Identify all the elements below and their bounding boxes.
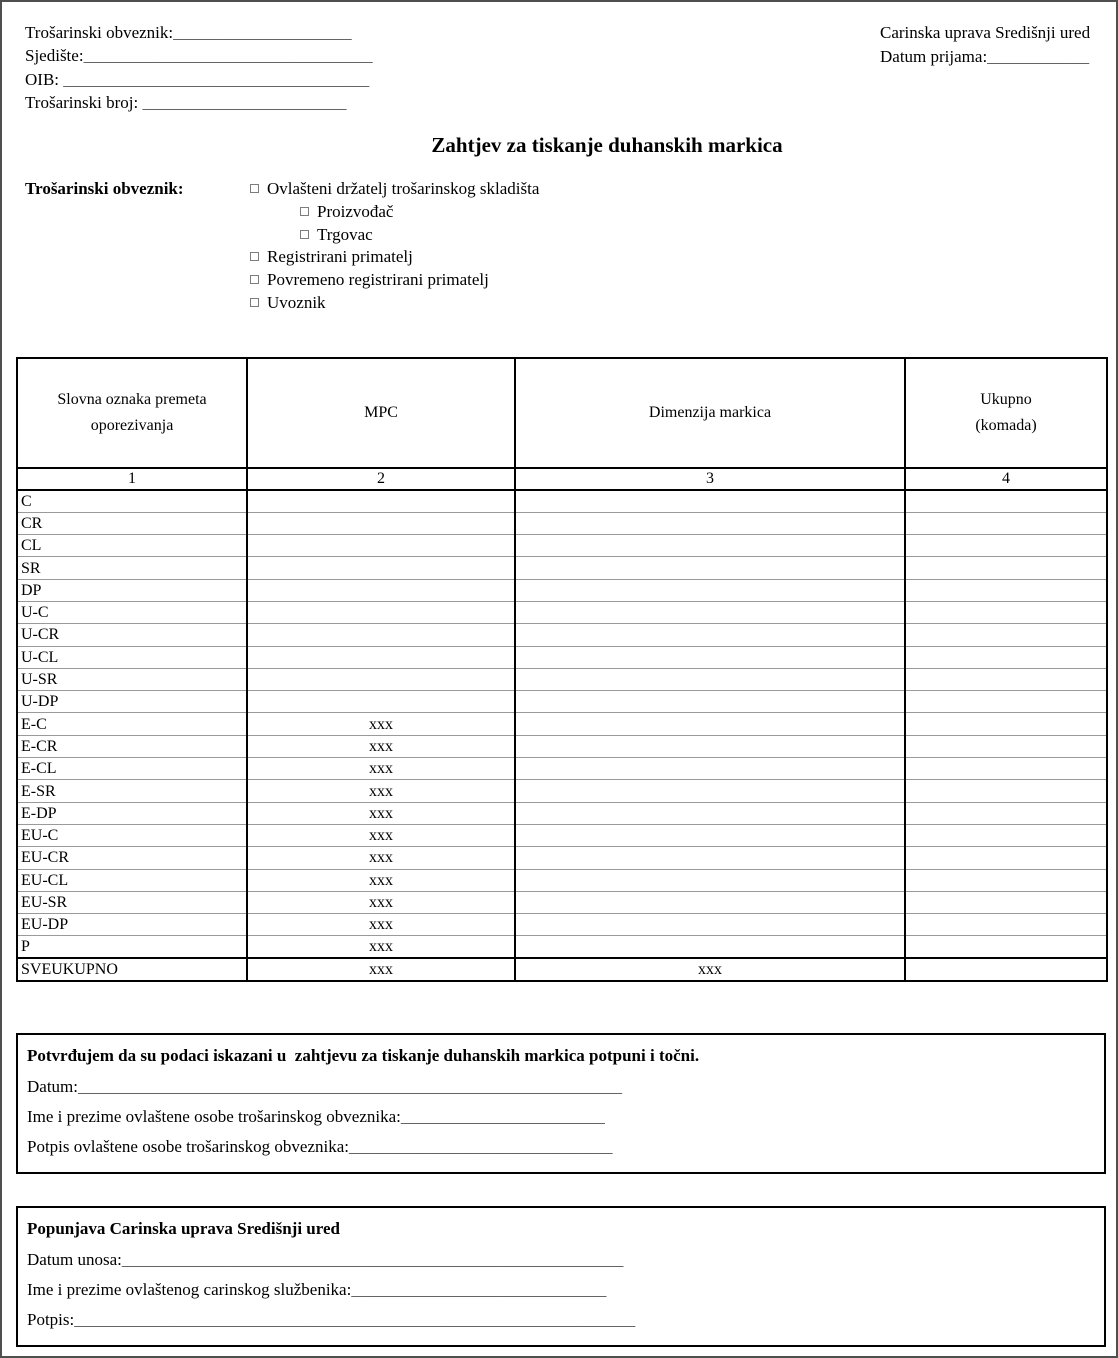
column-header-code: Slovna oznaka premeta oporezivanja [17, 358, 247, 468]
column-header-dimension: Dimenzija markica [515, 358, 905, 468]
field-label: OIB: [25, 69, 59, 89]
cell-dimension [515, 914, 905, 936]
cell-code: P [17, 936, 247, 958]
cell-dimension [515, 936, 905, 958]
blank-line: __________________________________________________________________ [74, 1310, 636, 1329]
taxpayer-label: Trošarinski obveznik: [25, 179, 184, 198]
cell-code: U-C [17, 601, 247, 623]
cell-total [905, 958, 1107, 981]
header-field [25, 68, 373, 91]
table-row [17, 735, 1107, 757]
cell-code: EU-DP [17, 914, 247, 936]
taxpayer-option [250, 269, 539, 292]
cell-code: U-SR [17, 668, 247, 690]
table-header-row [17, 358, 1107, 468]
cell-dimension [515, 557, 905, 579]
cell-code: SVEUKUPNO [17, 958, 247, 981]
cell-mpc [247, 535, 515, 557]
cell-dimension [515, 490, 905, 512]
cell-dimension [515, 691, 905, 713]
cell-code: U-CR [17, 624, 247, 646]
column-header-mpc: MPC [247, 358, 515, 468]
column-number-row [17, 468, 1107, 490]
table-row [17, 936, 1107, 958]
table-row [17, 624, 1107, 646]
cell-total [905, 691, 1107, 713]
table-row [17, 490, 1107, 512]
blank-line: _____________________ [173, 23, 352, 42]
field-label: Ime i prezime ovlaštenog carinskog službenika: [27, 1280, 352, 1299]
blank-line: ___________________________________________________________ [121, 1250, 624, 1269]
cell-code: E-SR [17, 780, 247, 802]
customs-box-title: Popunjava Carinska uprava Središnji ured [27, 1219, 340, 1238]
cell-mpc: xxx [247, 914, 515, 936]
table-row [17, 958, 1107, 981]
blank-line: _______________________________ [349, 1137, 613, 1156]
confirmation-fields [27, 1075, 1095, 1158]
date-received-field [880, 45, 1090, 69]
checkbox-icon[interactable] [250, 298, 259, 307]
cell-mpc: xxx [247, 936, 515, 958]
cell-dimension [515, 535, 905, 557]
cell-total [905, 557, 1107, 579]
column-number: 3 [515, 468, 905, 490]
cell-total [905, 869, 1107, 891]
table-row [17, 601, 1107, 623]
cell-mpc: xxx [247, 802, 515, 824]
cell-total [905, 579, 1107, 601]
table-row [17, 512, 1107, 534]
column-number: 4 [905, 468, 1107, 490]
cell-dimension [515, 512, 905, 534]
field-label: Ime i prezime ovlaštene osobe trošarinskog obveznika: [27, 1107, 401, 1126]
field-label: Potpis ovlaštene osobe trošarinskog obveznika: [27, 1137, 350, 1156]
table-row [17, 691, 1107, 713]
cell-code: EU-SR [17, 891, 247, 913]
customs-box [16, 1206, 1106, 1347]
form-field [27, 1105, 1095, 1128]
blank-line: ________________________ [400, 1107, 605, 1126]
taxpayer-section [25, 178, 539, 315]
cell-total [905, 535, 1107, 557]
cell-mpc: xxx [247, 891, 515, 913]
table-row [17, 824, 1107, 846]
option-label: Uvoznik [267, 292, 326, 312]
form-field [27, 1075, 1095, 1098]
cell-total [905, 891, 1107, 913]
header-field [25, 44, 373, 67]
blank-line: ________________________________________________________________ [78, 1077, 622, 1096]
form-field [27, 1248, 1095, 1271]
cell-total [905, 624, 1107, 646]
field-label: Potpis: [27, 1310, 75, 1329]
option-label: Proizvođač [317, 201, 394, 221]
checkbox-icon[interactable] [300, 230, 309, 239]
office-name: Carinska uprava Središnji ured [880, 23, 1091, 42]
cell-total [905, 512, 1107, 534]
taxpayer-options [250, 178, 539, 315]
cell-code: E-CR [17, 735, 247, 757]
option-label: Ovlašteni držatelj trošarinskog skladišta [267, 179, 540, 198]
cell-total [905, 824, 1107, 846]
cell-mpc [247, 668, 515, 690]
cell-code: E-CL [17, 758, 247, 780]
cell-mpc [247, 490, 515, 512]
cell-total [905, 914, 1107, 936]
cell-mpc: xxx [247, 847, 515, 869]
cell-dimension [515, 713, 905, 735]
cell-code: U-DP [17, 691, 247, 713]
cell-total [905, 758, 1107, 780]
cell-mpc [247, 624, 515, 646]
table-row [17, 557, 1107, 579]
customs-fields [27, 1248, 1095, 1331]
cell-code: CL [17, 535, 247, 557]
cell-mpc: xxx [247, 758, 515, 780]
blank-line: __________________________________ [83, 46, 373, 66]
cell-mpc: xxx [247, 958, 515, 981]
field-label: Datum: [27, 1077, 78, 1096]
cell-dimension [515, 624, 905, 646]
cell-total [905, 847, 1107, 869]
cell-total [905, 735, 1107, 757]
column-number: 1 [17, 468, 247, 490]
field-label: Sjedište: [25, 46, 84, 66]
taxpayer-option [300, 224, 539, 247]
blank-line: ________________________ [138, 93, 347, 113]
table-row [17, 847, 1107, 869]
cell-code: DP [17, 579, 247, 601]
cell-dimension [515, 891, 905, 913]
cell-mpc [247, 579, 515, 601]
checkbox-icon[interactable] [250, 252, 259, 261]
taxpayer-option [250, 246, 539, 269]
cell-dimension [515, 824, 905, 846]
cell-total [905, 802, 1107, 824]
table-row [17, 802, 1107, 824]
field-label: Datum unosa: [27, 1250, 122, 1269]
cell-dimension [515, 646, 905, 668]
cell-code: EU-CR [17, 847, 247, 869]
cell-code: EU-CL [17, 869, 247, 891]
cell-code: SR [17, 557, 247, 579]
cell-code: E-DP [17, 802, 247, 824]
blank-line: ____________________________________ [59, 69, 370, 89]
cell-mpc [247, 557, 515, 579]
cell-mpc [247, 601, 515, 623]
cell-dimension [515, 847, 905, 869]
header-field [25, 21, 373, 44]
table-row [17, 713, 1107, 735]
table-row [17, 646, 1107, 668]
cell-total [905, 646, 1107, 668]
blank-line: ______________________________ [351, 1280, 607, 1299]
cell-mpc: xxx [247, 713, 515, 735]
checkbox-icon[interactable] [250, 184, 259, 193]
page-title: Zahtjev za tiskanje duhanskih markica [431, 133, 783, 157]
cell-total [905, 713, 1107, 735]
cell-code: U-CL [17, 646, 247, 668]
table-row [17, 914, 1107, 936]
form-field [27, 1278, 1095, 1301]
option-label: Registrirani primatelj [267, 247, 413, 267]
cell-code: CR [17, 512, 247, 534]
checkbox-icon[interactable] [300, 207, 309, 216]
cell-mpc [247, 512, 515, 534]
table-row [17, 891, 1107, 913]
cell-mpc [247, 646, 515, 668]
taxpayer-option [250, 178, 539, 201]
cell-total [905, 601, 1107, 623]
blank-line: ____________ [987, 47, 1090, 66]
header-left [25, 21, 373, 115]
cell-dimension [515, 601, 905, 623]
field-label: Trošarinski broj: [25, 93, 139, 113]
cell-dimension [515, 780, 905, 802]
stamps-table [16, 357, 1108, 982]
cell-code: EU-C [17, 824, 247, 846]
cell-mpc [247, 691, 515, 713]
table-row [17, 535, 1107, 557]
cell-total [905, 936, 1107, 958]
cell-dimension [515, 802, 905, 824]
cell-dimension [515, 869, 905, 891]
table-row [17, 869, 1107, 891]
header-field [25, 91, 373, 114]
confirmation-box [16, 1033, 1106, 1174]
table-row [17, 579, 1107, 601]
cell-mpc: xxx [247, 780, 515, 802]
cell-dimension [515, 668, 905, 690]
cell-dimension [515, 579, 905, 601]
cell-dimension [515, 758, 905, 780]
option-label: Povremeno registrirani primatelj [267, 270, 489, 290]
cell-total [905, 780, 1107, 802]
option-label: Trgovac [317, 224, 373, 244]
table-row [17, 668, 1107, 690]
cell-dimension: xxx [515, 958, 905, 981]
field-label: Datum prijama: [880, 47, 988, 66]
cell-mpc: xxx [247, 735, 515, 757]
checkbox-icon[interactable] [250, 275, 259, 284]
taxpayer-option [300, 201, 539, 224]
cell-code: C [17, 490, 247, 512]
header-right [880, 21, 1090, 69]
cell-dimension [515, 735, 905, 757]
form-field [27, 1135, 1095, 1158]
cell-mpc: xxx [247, 824, 515, 846]
table-row [17, 758, 1107, 780]
column-number: 2 [247, 468, 515, 490]
cell-mpc: xxx [247, 869, 515, 891]
table-row [17, 780, 1107, 802]
cell-total [905, 490, 1107, 512]
cell-code: E-C [17, 713, 247, 735]
taxpayer-option [250, 292, 539, 315]
cell-total [905, 668, 1107, 690]
form-field [27, 1308, 1095, 1331]
confirmation-statement: Potvrđujem da su podaci iskazani u zahtjevu za tiskanje duhanskih markica potpuni i točni. [27, 1046, 700, 1065]
field-label: Trošarinski obveznik: [25, 23, 174, 42]
table-body [17, 490, 1107, 981]
column-header-total: Ukupno (komada) [905, 358, 1107, 468]
